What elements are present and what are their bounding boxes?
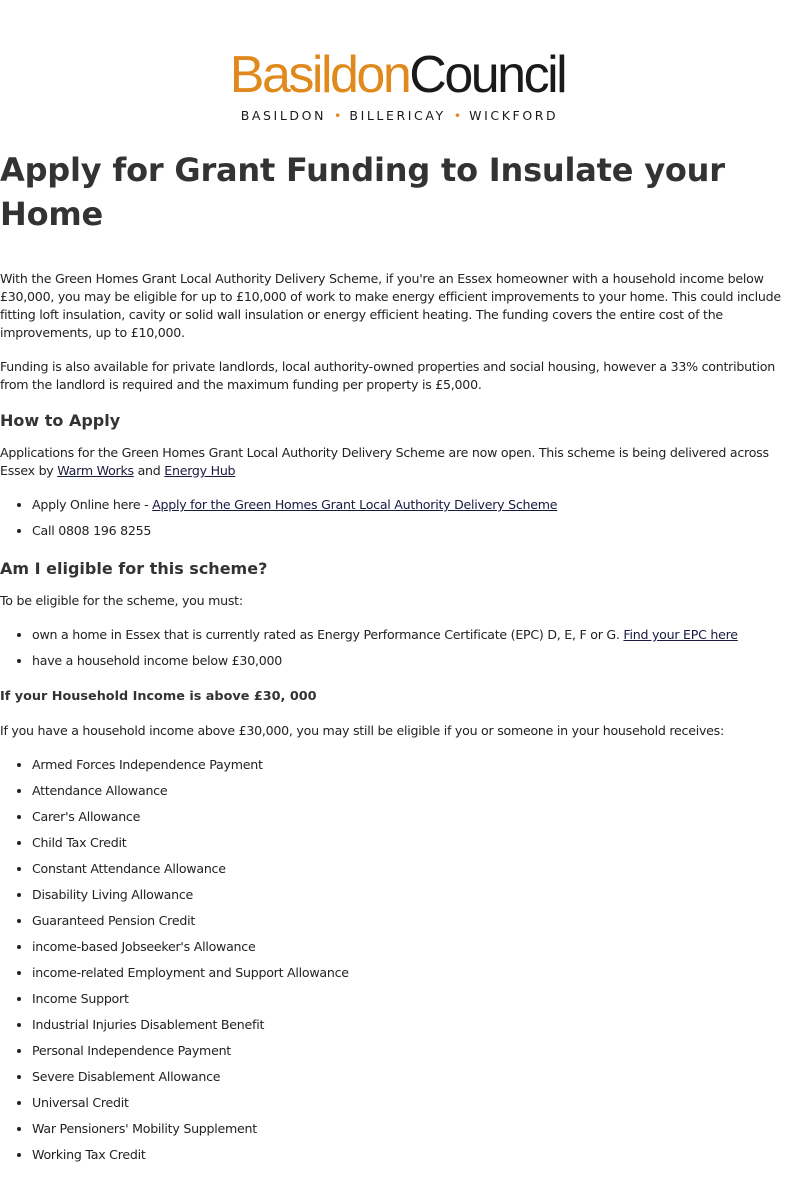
how-to-apply-heading: How to Apply: [0, 411, 121, 430]
benefits-list: [0, 756, 792, 1164]
list-item: • Universal Credit: [32, 1094, 792, 1112]
list-item: • War Pensioners' Mobility Supplement: [32, 1120, 792, 1138]
logo-wordmark: [0, 46, 795, 104]
list-item: • Carer's Allowance: [32, 808, 792, 826]
logo-council: Council: [409, 46, 566, 104]
how-to-apply-text: Applications for the Green Homes Grant Local Authority Delivery Scheme are now open. This scheme is being delivered across Essex by: [0, 445, 769, 478]
logo-town-wickford: WICKFORD: [469, 108, 559, 123]
list-item: [32, 522, 792, 540]
and-text: and: [133, 463, 165, 478]
main-content: [0, 148, 792, 1182]
list-item: • Working Tax Credit: [32, 1146, 792, 1164]
above-income-heading: If your Household Income is above £30, 000: [0, 689, 317, 704]
logo-town-billericay: BILLERICAY: [349, 108, 446, 123]
eligibility-epc-text: own a home in Essex that is currently rated as Energy Performance Certificate (EPC) D, E, F or G.: [32, 627, 624, 642]
list-item: • Child Tax Credit: [32, 834, 792, 852]
warm-works-link[interactable]: Warm Works: [57, 463, 134, 478]
list-item: • income-based Jobseeker's Allowance: [32, 938, 792, 956]
list-item: [32, 626, 792, 644]
landlords-paragraph: Funding is also available for private landlords, local authority-owned properties and social housing, however a 33% contribution from the landlord is required and the maximum funding per property is £5,000.: [0, 359, 775, 392]
eligibility-heading: Am I eligible for this scheme?: [0, 559, 268, 578]
list-item: [32, 652, 792, 670]
logo-separator-1: •: [334, 108, 342, 123]
list-item: • Armed Forces Independence Payment: [32, 756, 792, 774]
list-item: • income-related Employment and Support Allowance: [32, 964, 792, 982]
energy-hub-link[interactable]: Energy Hub: [164, 463, 236, 478]
council-logo: [0, 46, 795, 123]
page-title: Apply for Grant Funding to Insulate your Home: [0, 151, 725, 233]
apply-methods-list: [0, 496, 792, 540]
find-epc-link[interactable]: Find your EPC here: [623, 627, 738, 642]
intro-paragraph: With the Green Homes Grant Local Authority Delivery Scheme, if you're an Essex homeowner with a household income below £30,000, you may be eligible for up to £10,000 of work to make energy efficient improvements to your home. This could include fitting loft insulation, cavity or solid wall insulation or energy efficient heating. The funding covers the entire cost of the improvements, up to £10,000.: [0, 271, 781, 340]
list-item: • Personal Independence Payment: [32, 1042, 792, 1060]
how-to-apply-paragraph: [0, 444, 792, 480]
call-number: Call 0808 196 8255: [32, 523, 152, 538]
eligibility-list: [0, 626, 792, 670]
apply-online-link[interactable]: Apply for the Green Homes Grant Local Authority Delivery Scheme: [152, 497, 558, 512]
eligibility-income-text: have a household income below £30,000: [32, 653, 282, 668]
apply-online-label: Apply Online here -: [32, 497, 153, 512]
logo-tagline: [4, 108, 795, 123]
list-item: • Guaranteed Pension Credit: [32, 912, 792, 930]
logo-separator-2: •: [453, 108, 462, 123]
above-income-intro: If you have a household income above £30,000, you may still be eligible if you or someone in your household receives:: [0, 723, 724, 738]
list-item: • Constant Attendance Allowance: [32, 860, 792, 878]
list-item: • Income Support: [32, 990, 792, 1008]
list-item: • Industrial Injuries Disablement Benefit: [32, 1016, 792, 1034]
list-item: • Attendance Allowance: [32, 782, 792, 800]
logo-basildon: Basildon: [229, 46, 410, 104]
eligibility-intro: To be eligible for the scheme, you must:: [0, 593, 243, 608]
list-item: • Severe Disablement Allowance: [32, 1068, 792, 1086]
list-item: [32, 496, 792, 514]
logo-town-basildon: BASILDON: [240, 108, 327, 123]
list-item: • Disability Living Allowance: [32, 886, 792, 904]
